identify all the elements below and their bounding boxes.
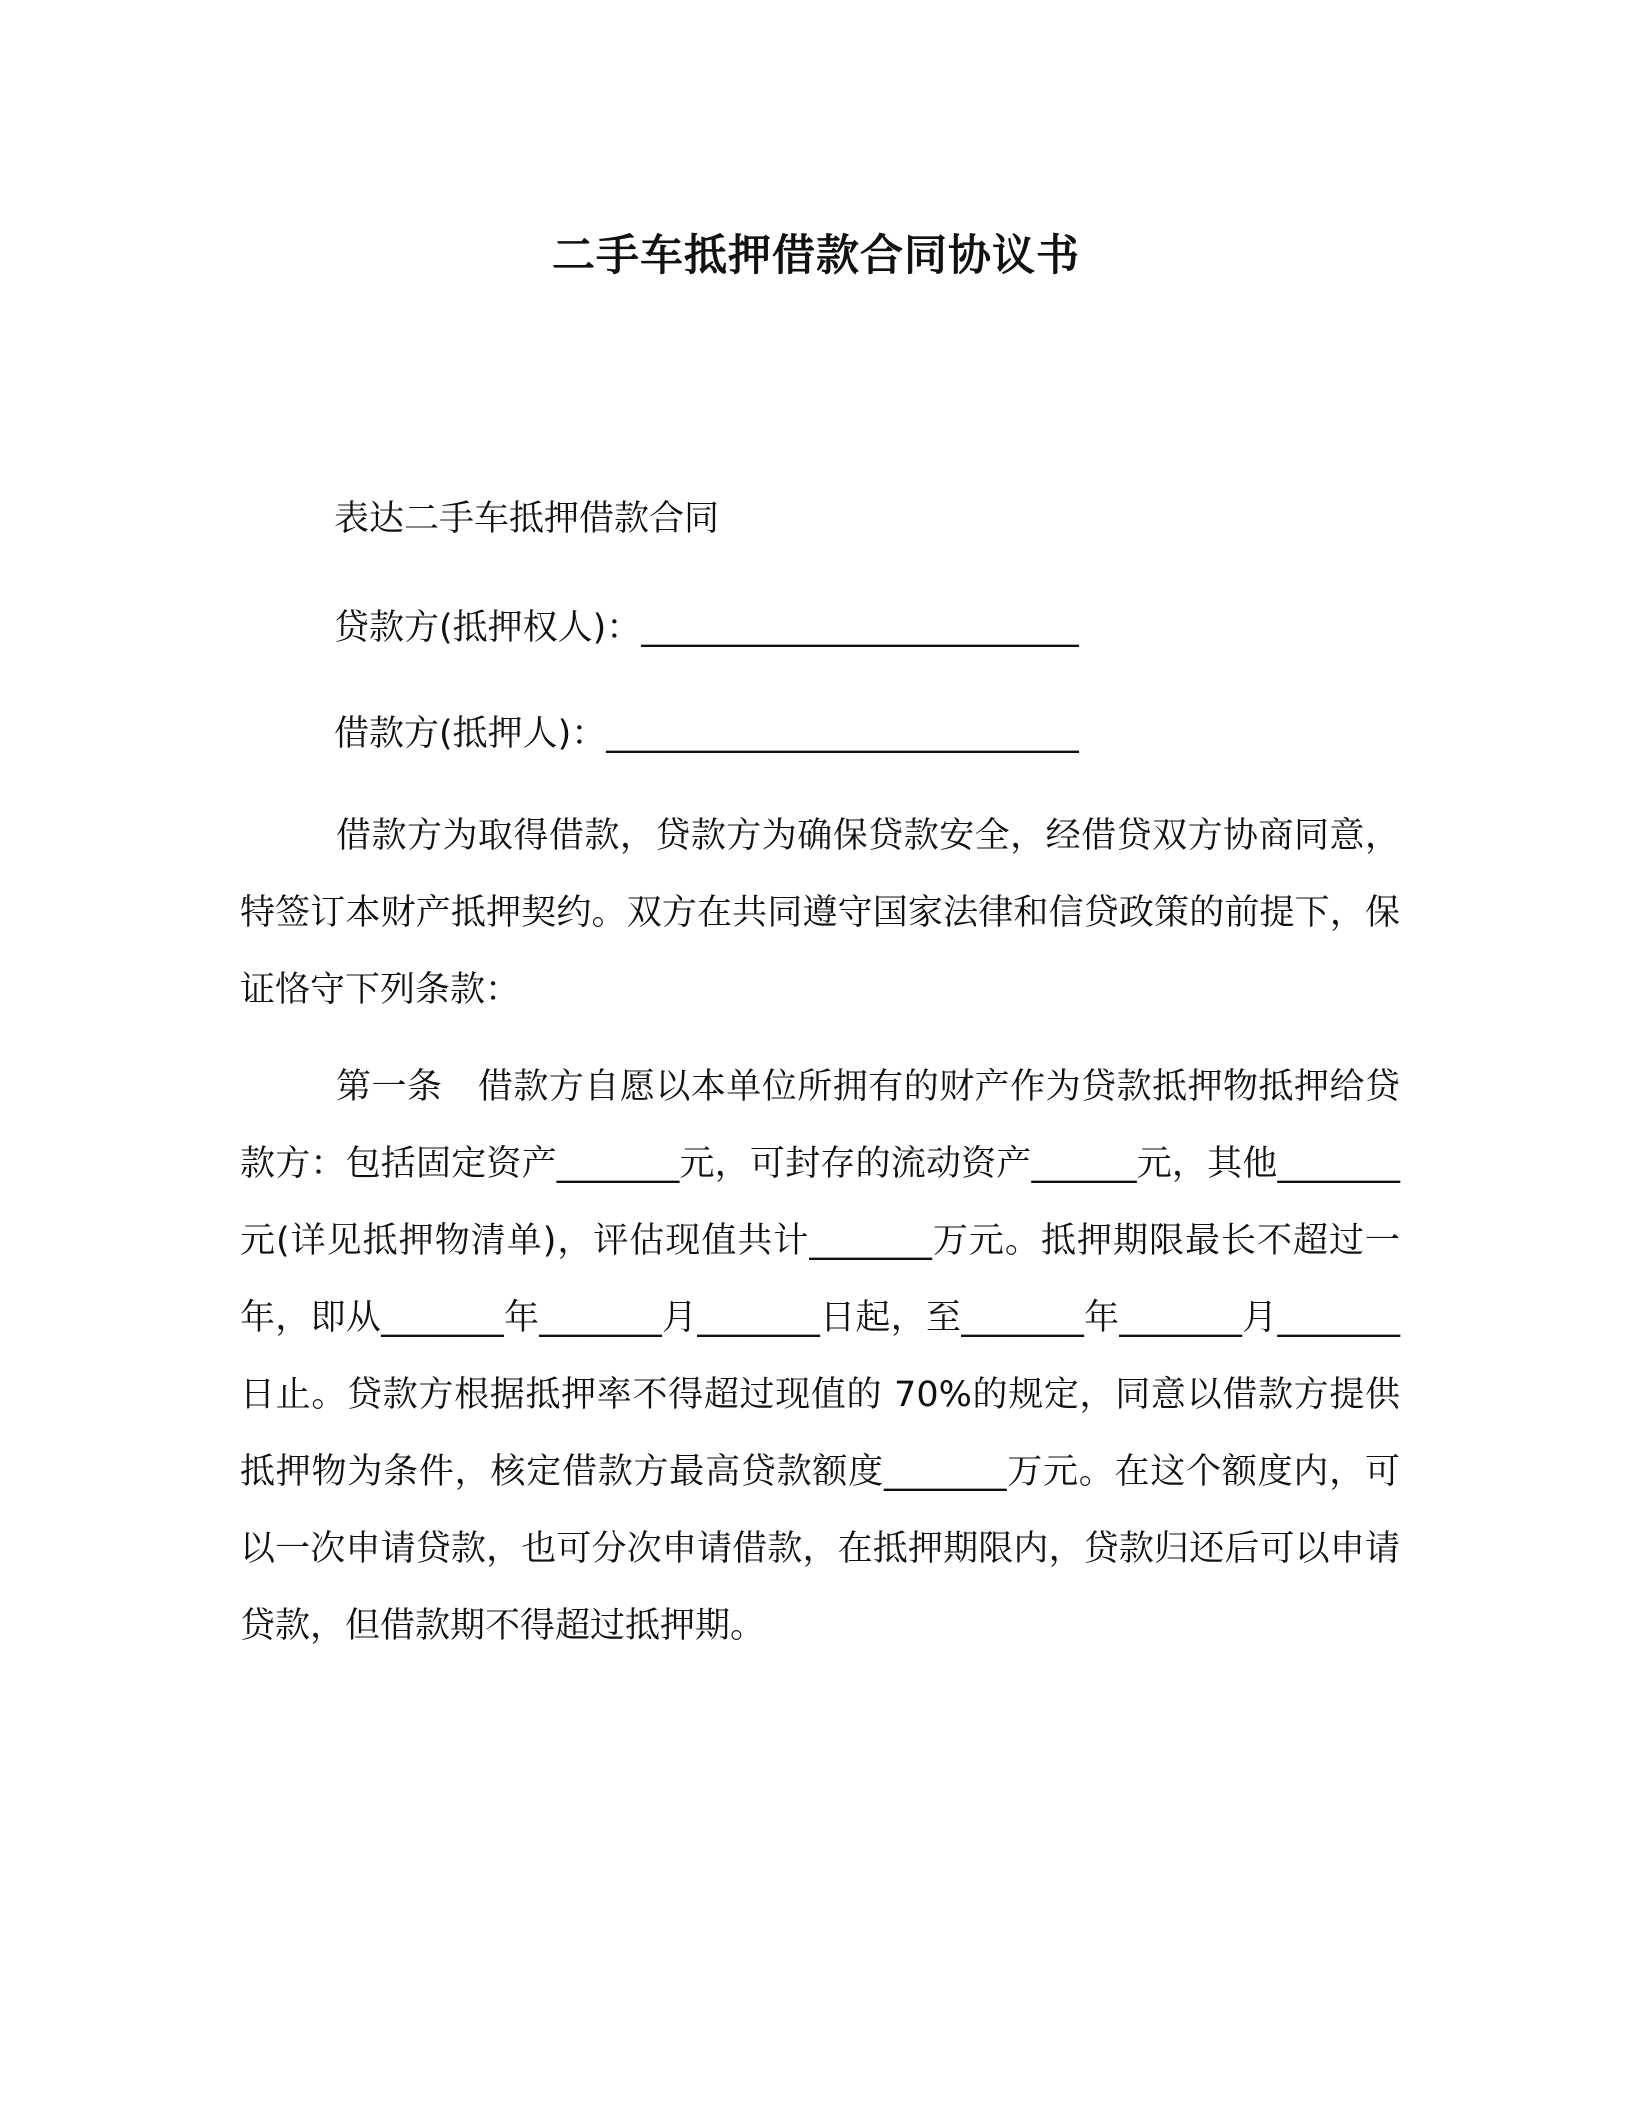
document-title: 二手车抵押借款合同协议书 <box>552 231 1080 281</box>
borrower-line: 借款方(抵押人)：___________________________ <box>334 714 1079 754</box>
article-1-paragraph: 第一条 借款方自愿以本单位所拥有的财产作为贷款抵押物抵押给贷款方：包括固定资产_______元，可封存的流动资产______元，其他_______元(详见抵押物清单)，评估现值共计_______万元。抵押期限最长不超过一年，即从_______年_______月_______日起，至_______年_______月_______日止。贷款方根据抵押率不得超过现值的 70%的规定，同意以借款方提供抵押物为条件，核定借款方最高贷款额度_______万元。在这个额度内，可以一次申请贷款，也可分次申请借款，在抵押期限内，贷款归还后可以申请贷款，但借款期不得超过抵押期。 <box>240 1067 1400 1646</box>
contract-subtitle: 表达二手车抵押借款合同 <box>334 499 720 539</box>
lender-line: 贷款方(抵押权人)：_________________________ <box>334 608 1079 648</box>
intro-paragraph: 借款方为取得借款，贷款方为确保贷款安全，经借贷双方协商同意，特签订本财产抵押契约。双方在共同遵守国家法律和信贷政策的前提下，保证恪守下列条款： <box>240 816 1400 1010</box>
